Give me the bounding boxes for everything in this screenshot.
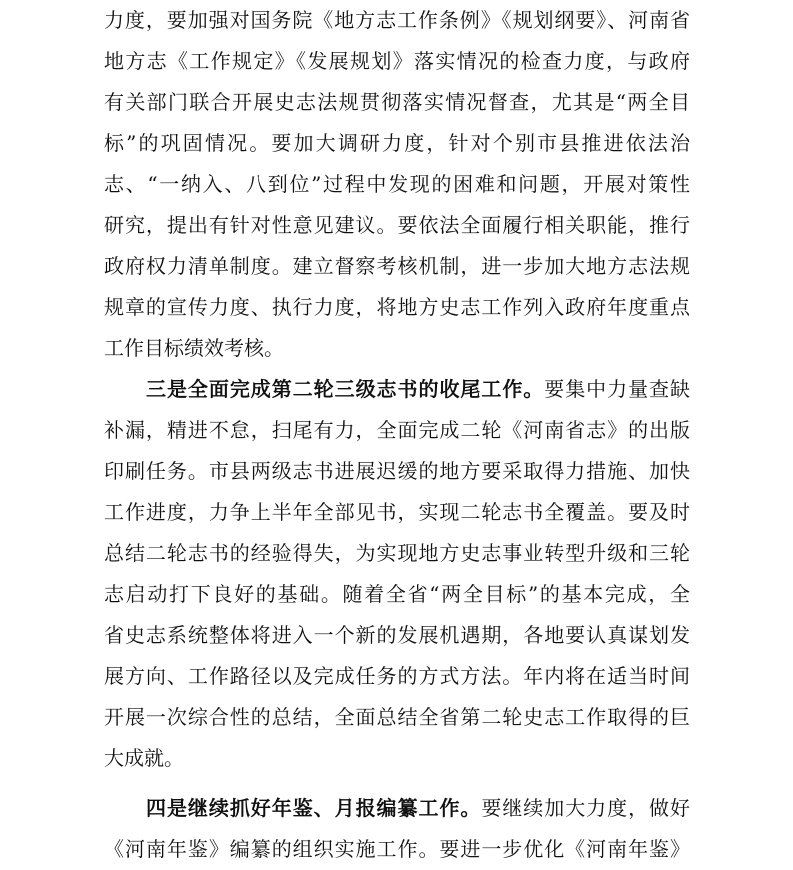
paragraph-line: 标”的巩固情况。要加大调研力度，针对个别市县推进依法治 <box>104 131 690 155</box>
paragraph-text: 要集中力量查缺 <box>544 377 691 401</box>
paragraph-first-line <box>146 375 690 403</box>
paragraph-line: 有关部门联合开展史志法规贯彻落实情况督查，尤其是“两全目 <box>104 90 690 114</box>
paragraph-line: 展方向、工作路径以及完成任务的方式方法。年内将在适当时间 <box>104 664 690 688</box>
paragraph-line: 志启动打下良好的基础。随着全省“两全目标”的基本完成，全 <box>104 582 690 606</box>
paragraph-line: 力度，要加强对国务院《地方志工作条例》《规划纲要》、河南省 <box>104 8 690 32</box>
paragraph-line: 工作目标绩效考核。 <box>104 336 284 360</box>
paragraph-line: 大成就。 <box>104 746 184 770</box>
paragraph-line: 省史志系统整体将进入一个新的发展机遇期，各地要认真谋划发 <box>104 623 690 647</box>
paragraph-line: 志、“一纳入、八到位”过程中发现的困难和问题，开展对策性 <box>104 172 690 196</box>
paragraph-text: 要继续加大力度，做好 <box>481 796 691 820</box>
paragraph-lead: 三是全面完成第二轮三级志书的收尾工作。 <box>146 377 545 401</box>
paragraph-line: 开展一次综合性的总结，全面总结全省第二轮史志工作取得的巨 <box>104 705 690 729</box>
paragraph-line: 补漏，精进不怠，扫尾有力，全面完成二轮《河南省志》的出版 <box>104 418 690 442</box>
paragraph-line: 地方志《工作规定》《发展规划》落实情况的检查力度，与政府 <box>104 49 690 73</box>
paragraph-line: 《河南年鉴》编纂的组织实施工作。要进一步优化《河南年鉴》 <box>104 837 690 861</box>
paragraph-line: 印刷任务。市县两级志书进展迟缓的地方要采取得力措施、加快 <box>104 459 690 483</box>
paragraph-first-line <box>146 794 690 822</box>
paragraph-line: 研究，提出有针对性意见建议。要依法全面履行相关职能，推行 <box>104 213 690 237</box>
paragraph-line: 政府权力清单制度。建立督察考核机制，进一步加大地方志法规 <box>104 254 690 278</box>
paragraph-line: 总结二轮志书的经验得失，为实现地方史志事业转型升级和三轮 <box>104 541 690 565</box>
paragraph-lead: 四是继续抓好年鉴、月报编纂工作。 <box>146 796 482 820</box>
paragraph-line: 工作进度，力争上半年全部见书，实现二轮志书全覆盖。要及时 <box>104 500 690 524</box>
paragraph-line: 规章的宣传力度、执行力度，将地方史志工作列入政府年度重点 <box>104 295 690 319</box>
